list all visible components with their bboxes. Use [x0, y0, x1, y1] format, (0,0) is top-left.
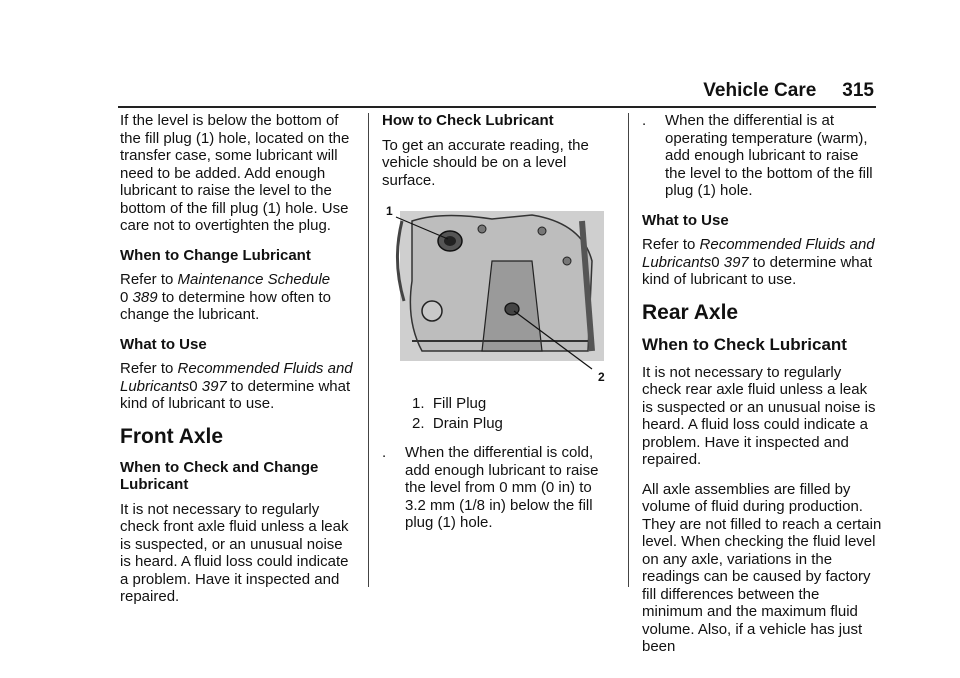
front-axle-paragraph: It is not necessary to regularly check front axle fluid unless a leak is suspected, or an unusual noise is heard. A fluid loss could indicate a problem. Have it inspected and repaired. [120, 500, 349, 605]
column-divider-1 [368, 113, 369, 587]
column-2 [382, 112, 614, 544]
section-title: Vehicle Care [703, 80, 817, 101]
link-recommended-fluids[interactable]: Recommended Fluids and Lubricants [120, 360, 353, 395]
link-recommended-fluids-2[interactable]: Recommended Fluids and Lubricants [642, 236, 875, 271]
bullet-mark: . [642, 112, 647, 129]
fill-plug-paragraph: If the level is below the bottom of the fill plug (1) hole, located on the transfer case, some lubricant will need to be added. Add enough lubricant to raise the level to the bottom of the fill plug (1) hole. Use care not to overtighten the plug. [120, 112, 350, 234]
page-link-397[interactable]: 397 [201, 377, 227, 395]
callout-1: 1 [386, 204, 393, 218]
rear-axle-paragraph-1: It is not necessary to regularly check rear axle fluid unless a leak is suspected or an unusual noise is heard. A fluid loss could indicate a problem. Have it inspected and repaired. [642, 363, 876, 468]
page-link-397-2[interactable]: 397 [723, 253, 749, 271]
bullet-cold: . When the differential is cold, add enough lubricant to raise the level from 0 mm (0 in) to 3.2 mm (1/8 in) below the fill plug (1) hole. [382, 444, 599, 531]
figure-legend [382, 395, 614, 432]
legend-item-fill-plug: 1. Fill Plug [412, 395, 487, 412]
page-header [703, 80, 874, 102]
heading-when-to-change: When to Change Lubricant [120, 246, 311, 264]
transfer-case-illustration [382, 201, 608, 383]
link-maintenance-schedule[interactable]: Maintenance Schedule [177, 271, 331, 288]
change-reference: Refer to Maintenance Schedule 0 389 to determine how often to change the lubricant. [120, 271, 331, 323]
rear-axle-paragraph-2: All axle assemblies are filled by volume of fluid during production. They are not filled to reach a certain level. When checking the fluid level on any axle, variations in the readings can be caused by factory fill differences between the minimum and the maximum fluid volume. Also, if a vehicle has just been [642, 480, 882, 655]
column-divider-2 [628, 113, 629, 587]
heading-how-to-check: How to Check Lubricant [382, 112, 554, 129]
use-reference-2: Refer to Recommended Fluids and Lubricants0 397 to determine what kind of lubricant to use. [642, 236, 875, 288]
heading-front-axle: Front Axle [120, 424, 224, 448]
page-number: 315 [842, 80, 874, 101]
how-to-check-paragraph: To get an accurate reading, the vehicle should be on a level surface. [382, 136, 589, 189]
column-3 [642, 112, 882, 668]
bullet-warm: . When the differential is at operating temperature (warm), add enough lubricant to raise the level to the bottom of the fill plug (1) hole. [642, 112, 873, 199]
header-rule [118, 106, 876, 108]
arrow-icon: 0 [189, 377, 198, 395]
use-reference: Refer to Recommended Fluids and Lubricants0 397 to determine what kind of lubricant to use. [120, 360, 353, 412]
page-link-389[interactable]: 389 [132, 288, 158, 306]
heading-when-to-check: When to Check Lubricant [642, 334, 847, 354]
heading-check-and-change: When to Check and Change Lubricant [120, 458, 319, 493]
callout-2: 2 [598, 370, 605, 384]
heading-what-to-use-2: What to Use [642, 211, 729, 229]
bullet-mark: . [382, 444, 387, 461]
heading-rear-axle: Rear Axle [642, 300, 739, 324]
arrow-icon: 0 [711, 253, 720, 271]
heading-what-to-use: What to Use [120, 335, 207, 353]
legend-item-drain-plug: 2. Drain Plug [412, 414, 503, 432]
transfer-case-figure [382, 201, 608, 383]
arrow-icon: 0 [120, 288, 129, 306]
column-1 [120, 112, 356, 618]
